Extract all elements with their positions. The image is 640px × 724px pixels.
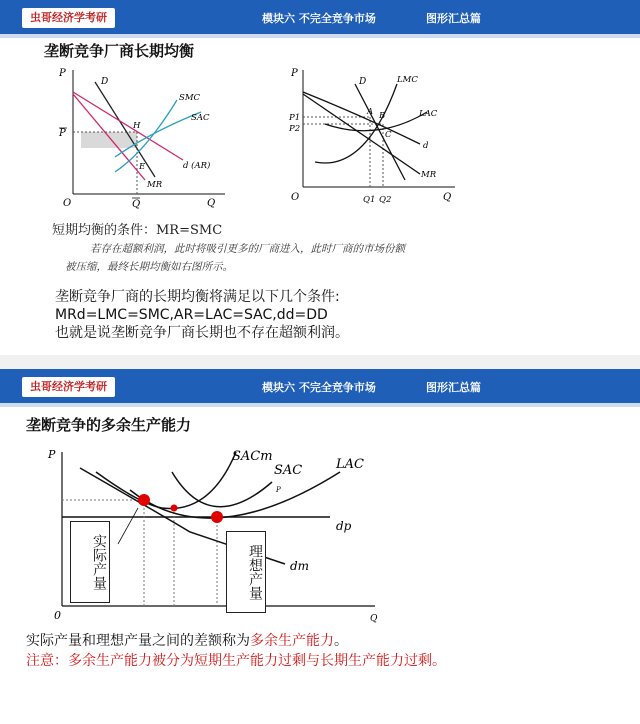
label-LMC: LMC <box>397 75 418 85</box>
label-P1: P1 <box>289 113 301 123</box>
definition-prefix: 实际产量和理想产量之间的差额称为 <box>26 633 250 649</box>
demand-curve-d <box>73 92 183 160</box>
demand-curve-D <box>95 82 155 177</box>
header-underline <box>0 34 640 38</box>
p-axis-label: P <box>59 68 66 79</box>
slide-title: 垄断竞争的多余生产能力 <box>26 416 192 434</box>
actual-output-pointer <box>118 508 138 544</box>
actual-equilibrium-point <box>138 494 150 506</box>
p-axis-label: P <box>291 68 298 79</box>
label-SMC: SMC <box>179 93 201 103</box>
demand-curve-D <box>355 84 405 180</box>
q-bar-label: Q <box>132 199 141 210</box>
slide-header <box>0 0 640 34</box>
label-P2: P2 <box>289 124 301 134</box>
label-Q1: Q1 <box>363 195 376 205</box>
short-run-condition: 短期均衡的条件：MR=SMC <box>52 223 223 238</box>
ideal-output-box: 理想产量 <box>226 531 266 613</box>
mr-curve <box>303 94 420 174</box>
q-axis-label: Q <box>207 198 216 209</box>
label-dm: dm <box>290 559 310 573</box>
label-D: D <box>101 77 109 87</box>
label-H: H <box>133 121 141 131</box>
label-D: D <box>359 77 367 87</box>
label-SAC: SAC <box>191 113 210 123</box>
lac-curve <box>130 472 340 518</box>
label-B: B <box>379 111 386 121</box>
origin-label: O <box>63 198 72 209</box>
origin-label: 0 <box>54 609 61 622</box>
section-label: 图形汇总篇 <box>426 12 481 25</box>
slide-long-run-equilibrium <box>0 0 640 355</box>
label-E: E <box>139 162 146 172</box>
brand-badge: 虫哥经济学考研 <box>22 377 115 397</box>
section-label: 图形汇总篇 <box>426 381 481 394</box>
excess-capacity-definition <box>26 632 348 650</box>
label-sac-sub: P <box>276 486 281 494</box>
p-bar-label: P <box>59 128 66 139</box>
note-line-1: 若存在超额利润，此时将吸引更多的厂商进入，此时厂商的市场份额 <box>90 243 405 255</box>
brand-badge: 虫哥经济学考研 <box>22 8 115 28</box>
label-A: A <box>367 107 374 117</box>
short-run-point <box>171 505 178 512</box>
label-d-AR: d (AR) <box>183 161 211 171</box>
label-MR: MR <box>421 170 437 180</box>
label-dp: dp <box>336 519 352 533</box>
excess-capacity-note: 注意：多余生产能力被分为短期生产能力过剩与长期生产能力过剩。 <box>26 653 446 669</box>
definition-highlight: 多余生产能力 <box>250 633 334 649</box>
short-run-equilibrium-graph <box>55 62 235 212</box>
p-axis-label: P <box>48 448 56 461</box>
slide-excess-capacity <box>0 369 640 724</box>
long-run-equilibrium-graph <box>285 62 465 212</box>
label-SAC: SAC <box>274 463 303 478</box>
slide-divider <box>0 355 640 369</box>
label-Q2: Q2 <box>379 195 392 205</box>
slide-title: 垄断竞争厂商长期均衡 <box>44 42 195 60</box>
ideal-output-point <box>211 511 223 523</box>
label-LAC: LAC <box>336 457 364 472</box>
slide-header <box>0 369 640 403</box>
body-line-3: 也就是说垄断竞争厂商长期也不存在超额利润。 <box>55 325 349 341</box>
label-d: d <box>423 141 429 151</box>
label-SACm: SACm <box>232 449 273 464</box>
q-axis-label: Q <box>370 614 378 624</box>
actual-output-box: 实际产量 <box>70 521 110 603</box>
label-MR: MR <box>147 180 163 190</box>
module-label: 模块六 不完全竞争市场 <box>262 12 376 25</box>
sacm-curve <box>96 452 236 509</box>
definition-suffix: 。 <box>334 633 348 649</box>
module-label: 模块六 不完全竞争市场 <box>262 381 376 394</box>
header-underline <box>0 403 640 407</box>
label-C: C <box>385 130 392 140</box>
note-line-2: 被压缩，最终长期均衡如右图所示。 <box>65 261 233 273</box>
demand-curve-d <box>303 92 420 144</box>
body-line-1: 垄断竞争厂商的长期均衡将满足以下几个条件: <box>55 289 340 305</box>
label-LAC: LAC <box>419 109 438 119</box>
origin-label: O <box>291 192 300 203</box>
body-line-2: MRd=LMC=SMC,AR=LAC=SAC,dd=DD <box>55 307 328 323</box>
q-axis-label: Q <box>443 192 452 203</box>
